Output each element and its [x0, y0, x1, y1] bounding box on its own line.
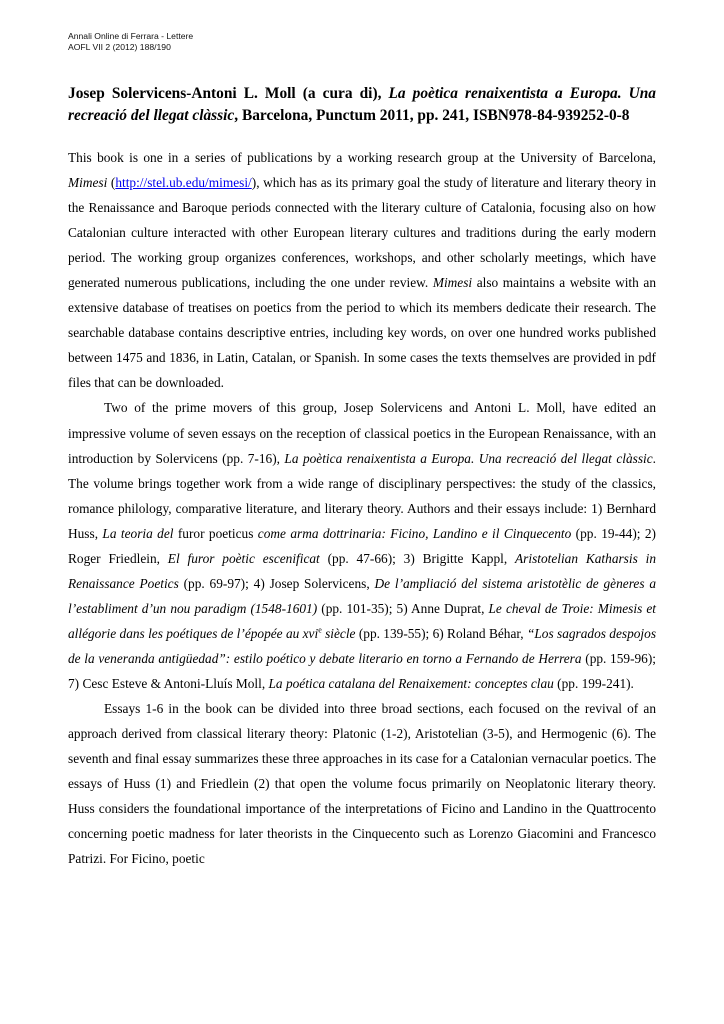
paragraph-1: This book is one in a series of publications by a working research group at the University of Barcelona, Mimesi (http://stel.ub.edu/mimesi/), which has as its primary goal the study of literature and literary theory in the Renaissance and Baroque periods connected with the literary culture of Catalonia, focusing also on how Catalonian culture interacted with other European literary cultures and traditions during the early modern period. The working group organizes conferences, workshops, and other scholarly meetings, which have generated numerous publications, including the one under review. Mimesi also maintains a website with an extensive database of treatises on poetics from the period to which its members dedicate their research. The searchable database contains descriptive entries, including key words, on over one hundred works published between 1475 and 1836, in Latin, Catalan, or Spanish. In some cases the texts themselves are provided in pdf files that can be downloaded. — [68, 150, 656, 391]
paragraph-3: Essays 1-6 in the book can be divided into three broad sections, each focused on the revival of an approach derived from classical literary theory: Platonic (1-2), Aristotelian (3-5), and Hermogenic (6). The seventh and final essay summarizes these three approaches in its case for a Catalonian vernacular poetics. The essays of Huss (1) and Friedlein (2) that open the volume focus primarily on Neoplatonic literary theory. Huss considers the foundational importance of the interpretations of Ficino and Landino in the Quattrocento concerning poetic madness for later theorists in the Cinquecento such as Lorenzo Giacomini and Francesco Patrizi. For Ficino, poetic — [68, 701, 656, 867]
journal-name: Annali Online di Ferrara - Lettere — [68, 31, 194, 41]
mimesi-italic: Mimesi — [432, 275, 473, 291]
mimesi-website-link[interactable]: http://stel.ub.edu/mimesi/ — [115, 175, 252, 191]
title-publication: , Barcelona, Punctum 2011, pp. 241, ISBN978-84-939252-0-8 — [234, 106, 630, 124]
title-book: La poètica renaixentista a Europa. Una recreació del llegat clàssic — [68, 85, 656, 124]
review-title — [68, 83, 656, 126]
paragraph-2: Two of the prime movers of this group, Josep Solervicens and Antoni L. Moll, have edited an impressive volume of seven essays on the reception of classical poetics in the European Renaissance, with an introduction by Solervicens (pp. 7-16), La poètica renaixentista a Europa. Una recreació del llegat clàssic. The volume brings together work from a wide range of disciplinary perspectives: the study of the classics, romance philology, comparative literature, and literary theory. Authors and their essays include: 1) Bernhard Huss, La teoria del furor poeticus come arma dottrinaria: Ficino, Landino e il Cinquecento (pp. 19-44); 2) Roger Friedlein, El furor poètic escenificat (pp. 47-66); 3) Brigitte Kappl, Aristotelian Katharsis in Renaissance Poetics (pp. 69-97); 4) Josep Solervicens, De l’ampliació del sistema aristotèlic de gèneres a l’establiment d’un nou paradigm (1548-1601) (pp. 101-35); 5) Anne Duprat, Le cheval de Troie: Mimesis et allégorie dans les poétiques de l’épopée au xvi$^e$ siècle (pp. 139-55); 6) Roland Béhar, “Los sagrados despojos de la veneranda antigüedad”: estilo poético y debate literario en torno a Fernando de Herrera (pp. 159-96); 7) Cesc Esteve & Antoni-Lluís Moll, La poética catalana del Renaixement: conceptes clau (pp. 199-241). — [68, 400, 657, 691]
mimesi-italic: Mimesi — [68, 175, 108, 191]
review-body — [68, 145, 656, 871]
issue-info: AOFL VII 2 (2012) 188/190 — [68, 42, 171, 52]
title-authors: Josep Solervicens-Antoni L. Moll (a cura di), — [68, 85, 389, 102]
running-header — [68, 31, 193, 53]
